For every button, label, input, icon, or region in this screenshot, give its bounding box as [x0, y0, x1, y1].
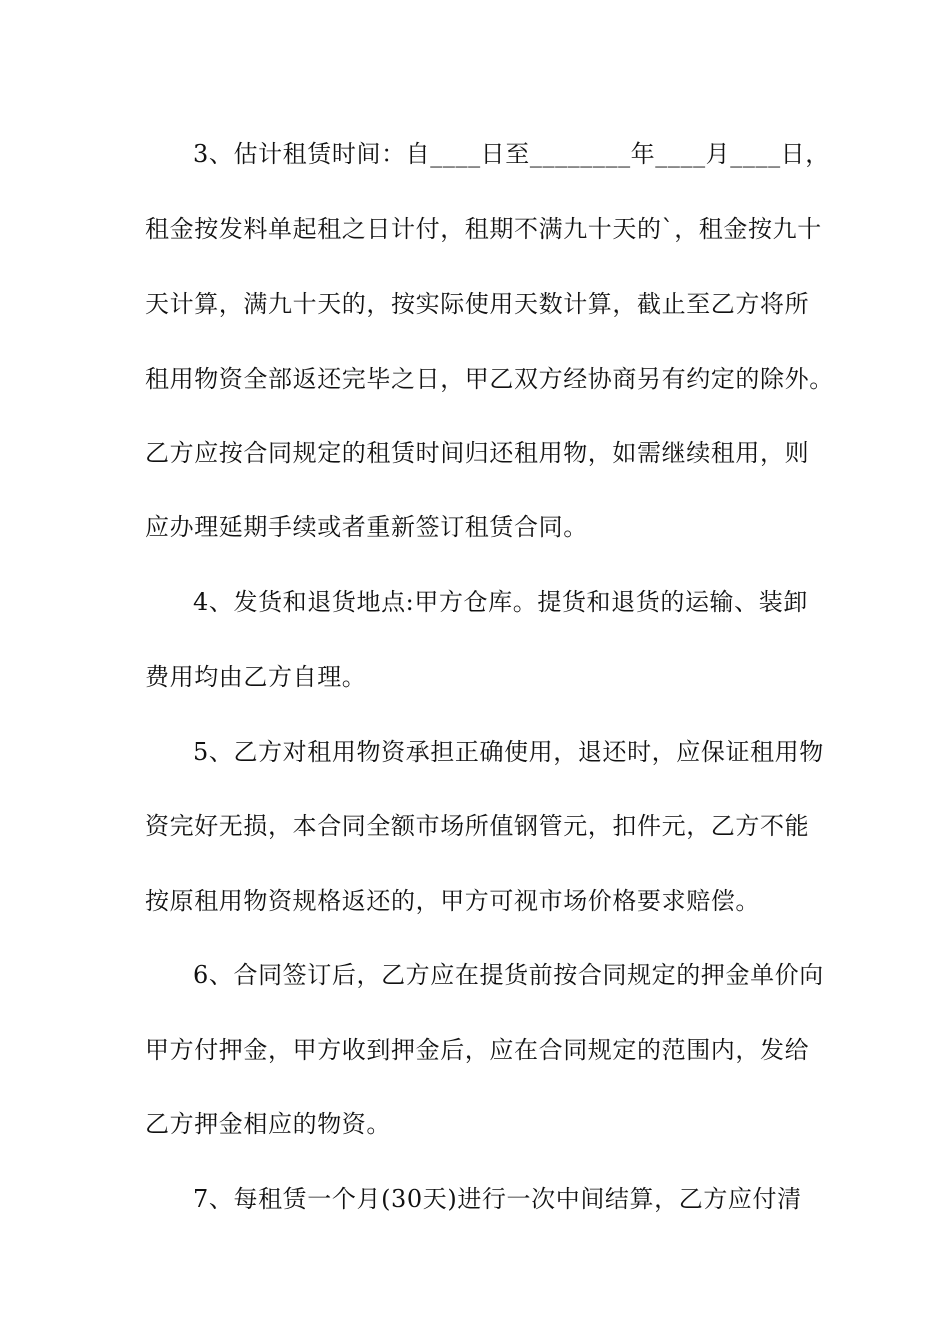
clause-3-line-1: 3、估计租赁时间：自____日至________年____月____日，: [193, 140, 830, 168]
clause-6-line-3: 乙方押金相应的物资。: [145, 1110, 391, 1138]
clause-3-line-3: 天计算，满九十天的，按实际使用天数计算，截止至乙方将所: [145, 290, 810, 318]
clause-3-line-5: 乙方应按合同规定的租赁时间归还租用物，如需继续租用，则: [145, 439, 810, 467]
clause-5-line-1: 5、乙方对租用物资承担正确使用，退还时，应保证租用物: [193, 738, 824, 766]
clause-4-line-2: 费用均由乙方自理。: [145, 663, 367, 691]
clause-5-line-2: 资完好无损，本合同全额市场所值钢管元，扣件元，乙方不能: [145, 812, 810, 840]
clause-5-line-3: 按原租用物资规格返还的，甲方可视市场价格要求赔偿。: [145, 887, 760, 915]
clause-4-line-1: 4、发货和退货地点:甲方仓库。提货和退货的运输、装卸: [193, 588, 808, 616]
clause-6-line-2: 甲方付押金，甲方收到押金后，应在合同规定的范围内，发给: [145, 1036, 810, 1064]
clause-3-line-2: 租金按发料单起租之日计付，租期不满九十天的`，租金按九十: [145, 215, 822, 243]
clause-3-line-4: 租用物资全部返还完毕之日，甲乙双方经协商另有约定的除外。: [145, 365, 834, 393]
clause-3-line-6: 应办理延期手续或者重新签订租赁合同。: [145, 513, 588, 541]
clause-7-line-1: 7、每租赁一个月(30天)进行一次中间结算，乙方应付清: [193, 1185, 802, 1213]
clause-6-line-1: 6、合同签订后，乙方应在提货前按合同规定的押金单价向: [193, 961, 824, 989]
